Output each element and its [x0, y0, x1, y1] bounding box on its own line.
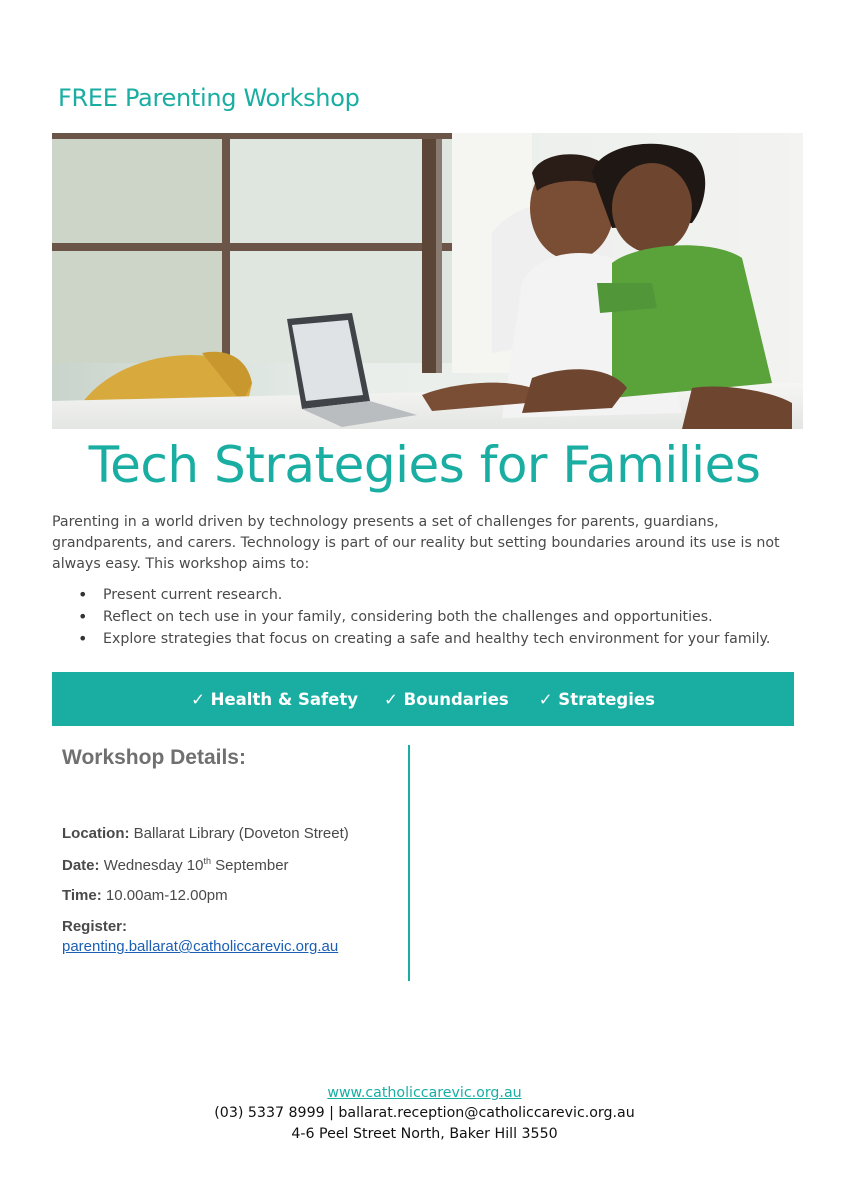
workshop-kicker: FREE Parenting Workshop — [58, 84, 360, 112]
list-item: • Explore strategies that focus on creating a safe and healthy tech environment for your family. — [78, 628, 770, 650]
list-item: • Reflect on tech use in your family, considering both the challenges and opportunities. — [78, 606, 770, 628]
register-row — [62, 918, 127, 935]
location-label: Location: — [62, 825, 130, 842]
page-title: Tech Strategies for Families — [88, 436, 761, 494]
time-label: Time: — [62, 887, 102, 904]
footer-address: 4-6 Peel Street North, Baker Hill 3550 — [291, 1126, 558, 1142]
aims-list — [78, 584, 770, 650]
footer-website-link[interactable]: www.catholiccarevic.org.au — [327, 1085, 522, 1101]
topic-boundaries: ✓ Boundaries — [384, 689, 509, 709]
time-row — [62, 887, 228, 904]
hero-photo — [52, 133, 803, 429]
topic-health-safety: ✓ Health & Safety — [191, 689, 358, 709]
topics-band — [52, 672, 794, 726]
register-email-link[interactable]: parenting.ballarat@catholiccarevic.org.au — [62, 938, 339, 955]
date-label: Date: — [62, 857, 100, 874]
details-heading: Workshop Details: — [62, 746, 246, 769]
time-value: 10.00am-12.00pm — [105, 887, 228, 904]
location-row — [62, 825, 349, 842]
intro-paragraph: Parenting in a world driven by technology presents a set of challenges for parents, guardians, grandparents, and carers. Technology is part of our reality but setting boundaries around its use is not always easy. This workshop aims to: — [52, 514, 780, 572]
divider-line — [408, 745, 410, 981]
location-value: Ballarat Library (Doveton Street) — [133, 825, 349, 842]
date-row — [62, 856, 289, 874]
date-value: Wednesday 10th September — [103, 856, 289, 874]
topic-strategies: ✓ Strategies — [538, 689, 655, 709]
footer-contact: (03) 5337 8999 | ballarat.reception@catholiccarevic.org.au — [214, 1105, 635, 1121]
list-item: • Present current research. — [78, 584, 770, 606]
register-label: Register: — [62, 918, 128, 935]
